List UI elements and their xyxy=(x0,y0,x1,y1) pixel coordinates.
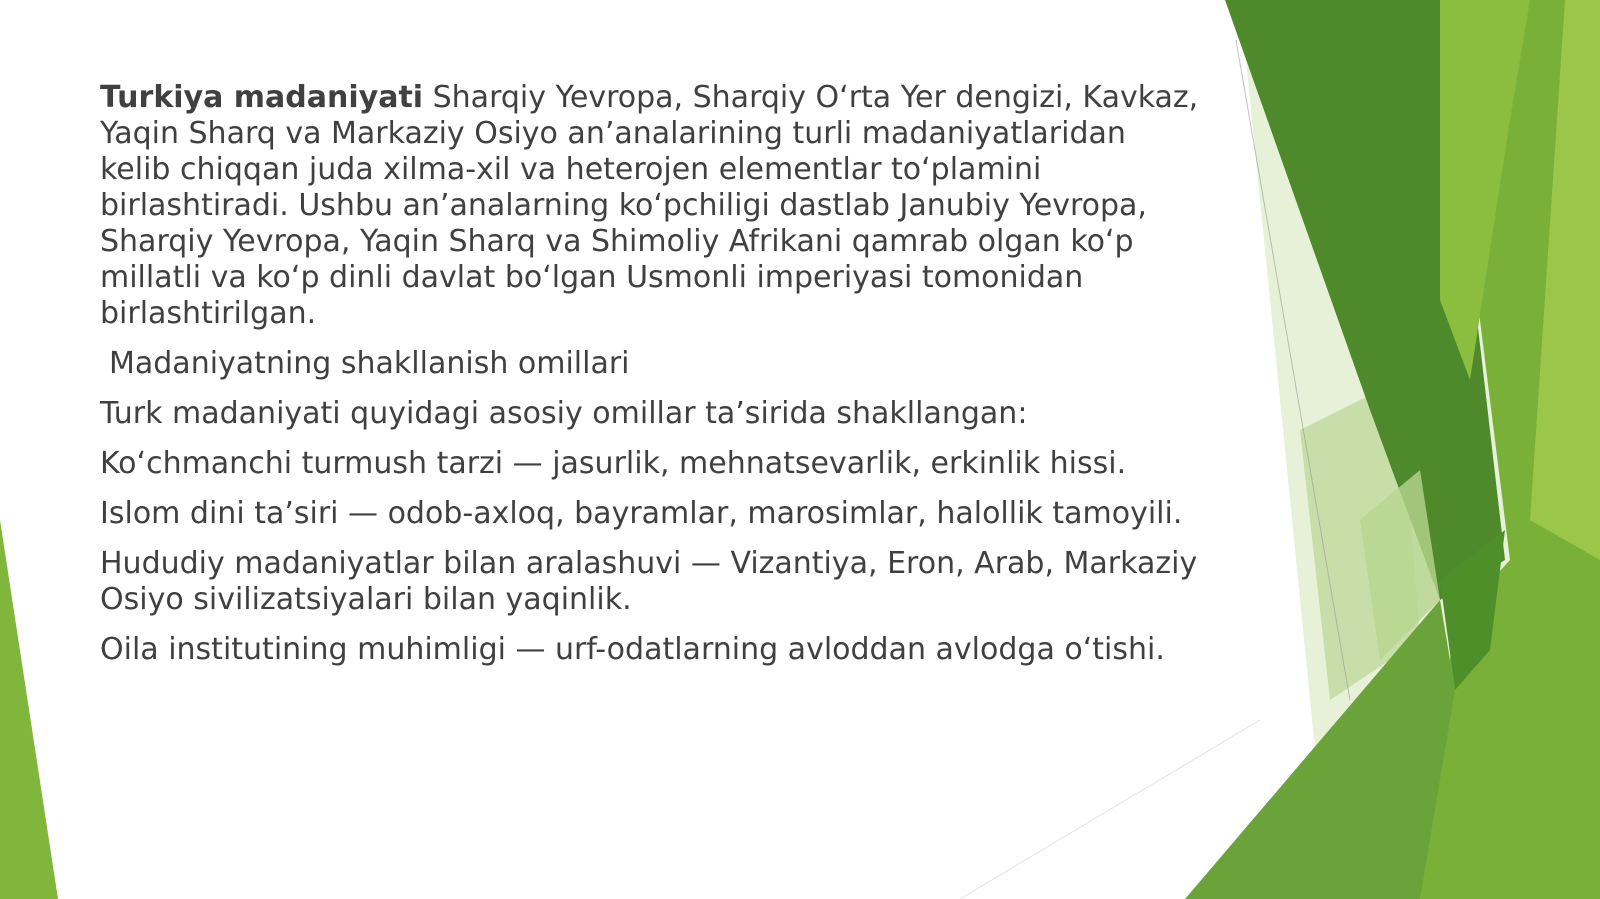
slide-body xyxy=(100,80,1205,682)
lead-in-text: Turk madaniyati quyidagi asosiy omillar ta’sirida shakllangan: xyxy=(100,396,1028,431)
factor-item: Hududiy madaniyatlar bilan aralashuvi — Vizantiya, Eron, Arab, Markaziy Osiyo sivilizatsiyalari bilan yaqinlik. xyxy=(100,546,1198,617)
intro-bold-lead: Turkiya madaniyati xyxy=(100,80,424,115)
intro-paragraph xyxy=(100,80,1205,332)
factor-item: Ko‘chmanchi turmush tarzi — jasurlik, mehnatsevarlik, erkinlik hissi. xyxy=(100,446,1127,481)
factor-item: Oila institutining muhimligi — urf-odatlarning avloddan avlodga o‘tishi. xyxy=(100,632,1165,667)
factor-item: Islom dini ta’siri — odob-axloq, bayramlar, marosimlar, halollik tamoyili. xyxy=(100,496,1183,531)
intro-text: Sharqiy Yevropa, Sharqiy O‘rta Yer dengizi, Kavkaz, Yaqin Sharq va Markaziy Osiyo an’analarining turli madaniyatlaridan kelib chiqqan juda xilma-xil va heterojen elementlar to‘plamini birlashtiradi. Ushbu an’analarning ko‘pchiligi dastlab Janubiy Yevropa, Sharqiy Yevropa, Yaqin Sharq va Shimoliy Afrikani qamrab olgan ko‘p millatli va ko‘p dinli davlat bo‘lgan Usmonli imperiyasi tomonidan birlashtirilgan. xyxy=(100,80,1199,331)
left-green-sliver xyxy=(0,520,58,899)
section-subheading: Madaniyatning shakllanish omillari xyxy=(109,346,630,381)
